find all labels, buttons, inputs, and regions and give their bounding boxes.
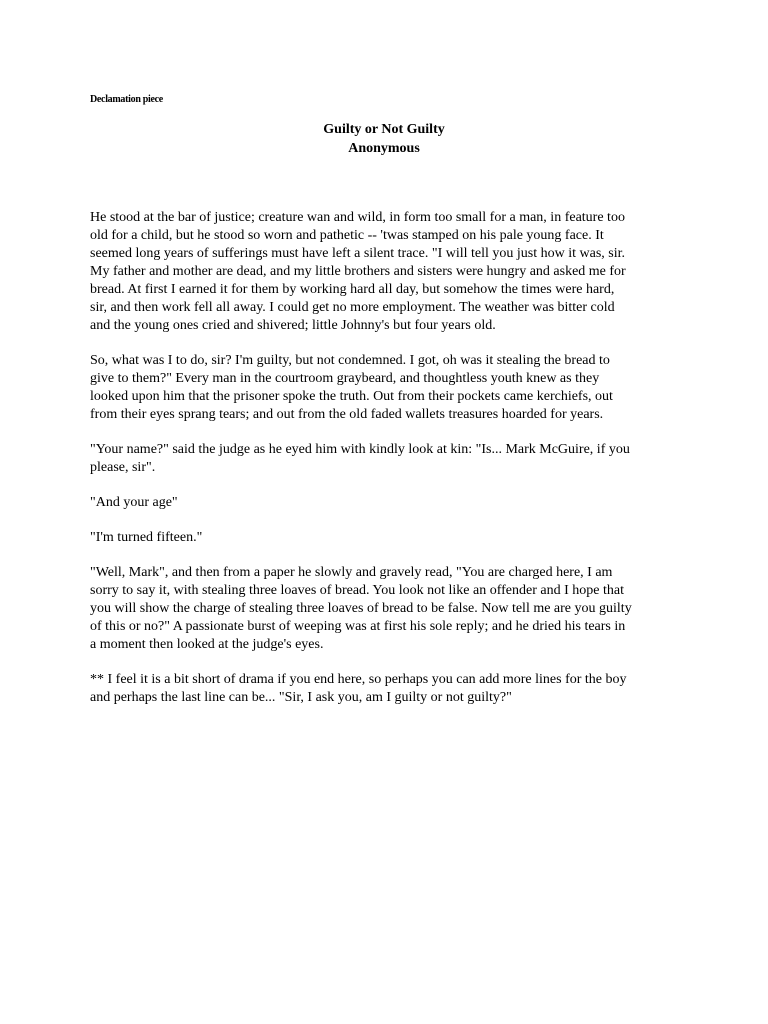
paragraph-line: sorry to say it, with stealing three loaves of bread. You look not like an offender and I hope that bbox=[90, 583, 624, 598]
paragraph bbox=[90, 494, 690, 512]
document-title: Guilty or Not Guilty bbox=[323, 122, 445, 137]
paragraph bbox=[90, 441, 690, 477]
paragraph-line: of this or no?" A passionate burst of weeping was at first his sole reply; and he dried his tears in bbox=[90, 619, 626, 634]
paragraph-line: "I'm turned fifteen." bbox=[90, 530, 203, 545]
paragraph-line: old for a child, but he stood so worn and pathetic -- 'twas stamped on his pale young face. It bbox=[90, 228, 604, 243]
paragraph-line: give to them?" Every man in the courtroom graybeard, and thoughtless youth knew as they bbox=[90, 371, 600, 386]
paragraph-line: and the young ones cried and shivered; little Johnny's but four years old. bbox=[90, 318, 496, 333]
paragraph-line: and perhaps the last line can be... "Sir, I ask you, am I guilty or not guilty?" bbox=[90, 690, 512, 705]
paragraph-line: He stood at the bar of justice; creature wan and wild, in form too small for a man, in feature too bbox=[90, 210, 625, 225]
paragraph-line: "Well, Mark", and then from a paper he slowly and gravely read, "You are charged here, I am bbox=[90, 565, 613, 580]
paragraph-line: please, sir". bbox=[90, 460, 156, 475]
paragraph-line: from their eyes sprang tears; and out from the old faded wallets treasures hoarded for years. bbox=[90, 407, 604, 422]
paragraph-line: So, what was I to do, sir? I'm guilty, but not condemned. I got, oh was it stealing the bread to bbox=[90, 353, 610, 368]
paragraph-line: a moment then looked at the judge's eyes. bbox=[90, 637, 324, 652]
paragraph bbox=[90, 564, 690, 654]
paragraph-line: you will show the charge of stealing three loaves of bread to be false. Now tell me are you guilty bbox=[90, 601, 632, 616]
paragraph-line: "Your name?" said the judge as he eyed him with kindly look at kin: "Is... Mark McGuire, if you bbox=[90, 442, 630, 457]
paragraph bbox=[90, 352, 690, 424]
paragraph-line: ** I feel it is a bit short of drama if you end here, so perhaps you can add more lines for the boy bbox=[90, 672, 627, 687]
document-body bbox=[90, 209, 690, 724]
title-block bbox=[0, 120, 768, 158]
document-author: Anonymous bbox=[348, 141, 420, 156]
paragraph-line: looked upon him that the prisoner spoke the truth. Out from their pockets came kerchiefs, out bbox=[90, 389, 613, 404]
paragraph bbox=[90, 529, 690, 547]
paragraph bbox=[90, 671, 690, 707]
paragraph-line: bread. At first I earned it for them by working hard all day, but somehow the times were hard, bbox=[90, 282, 615, 297]
document-label: Declamation piece bbox=[90, 94, 163, 105]
paragraph-line: "And your age" bbox=[90, 495, 178, 510]
paragraph-line: seemed long years of sufferings must have left a silent trace. "I will tell you just how it was, sir. bbox=[90, 246, 626, 261]
paragraph-line: My father and mother are dead, and my little brothers and sisters were hungry and asked me for bbox=[90, 264, 626, 279]
paragraph bbox=[90, 209, 690, 335]
paragraph-line: sir, and then work fell all away. I could get no more employment. The weather was bitter cold bbox=[90, 300, 615, 315]
